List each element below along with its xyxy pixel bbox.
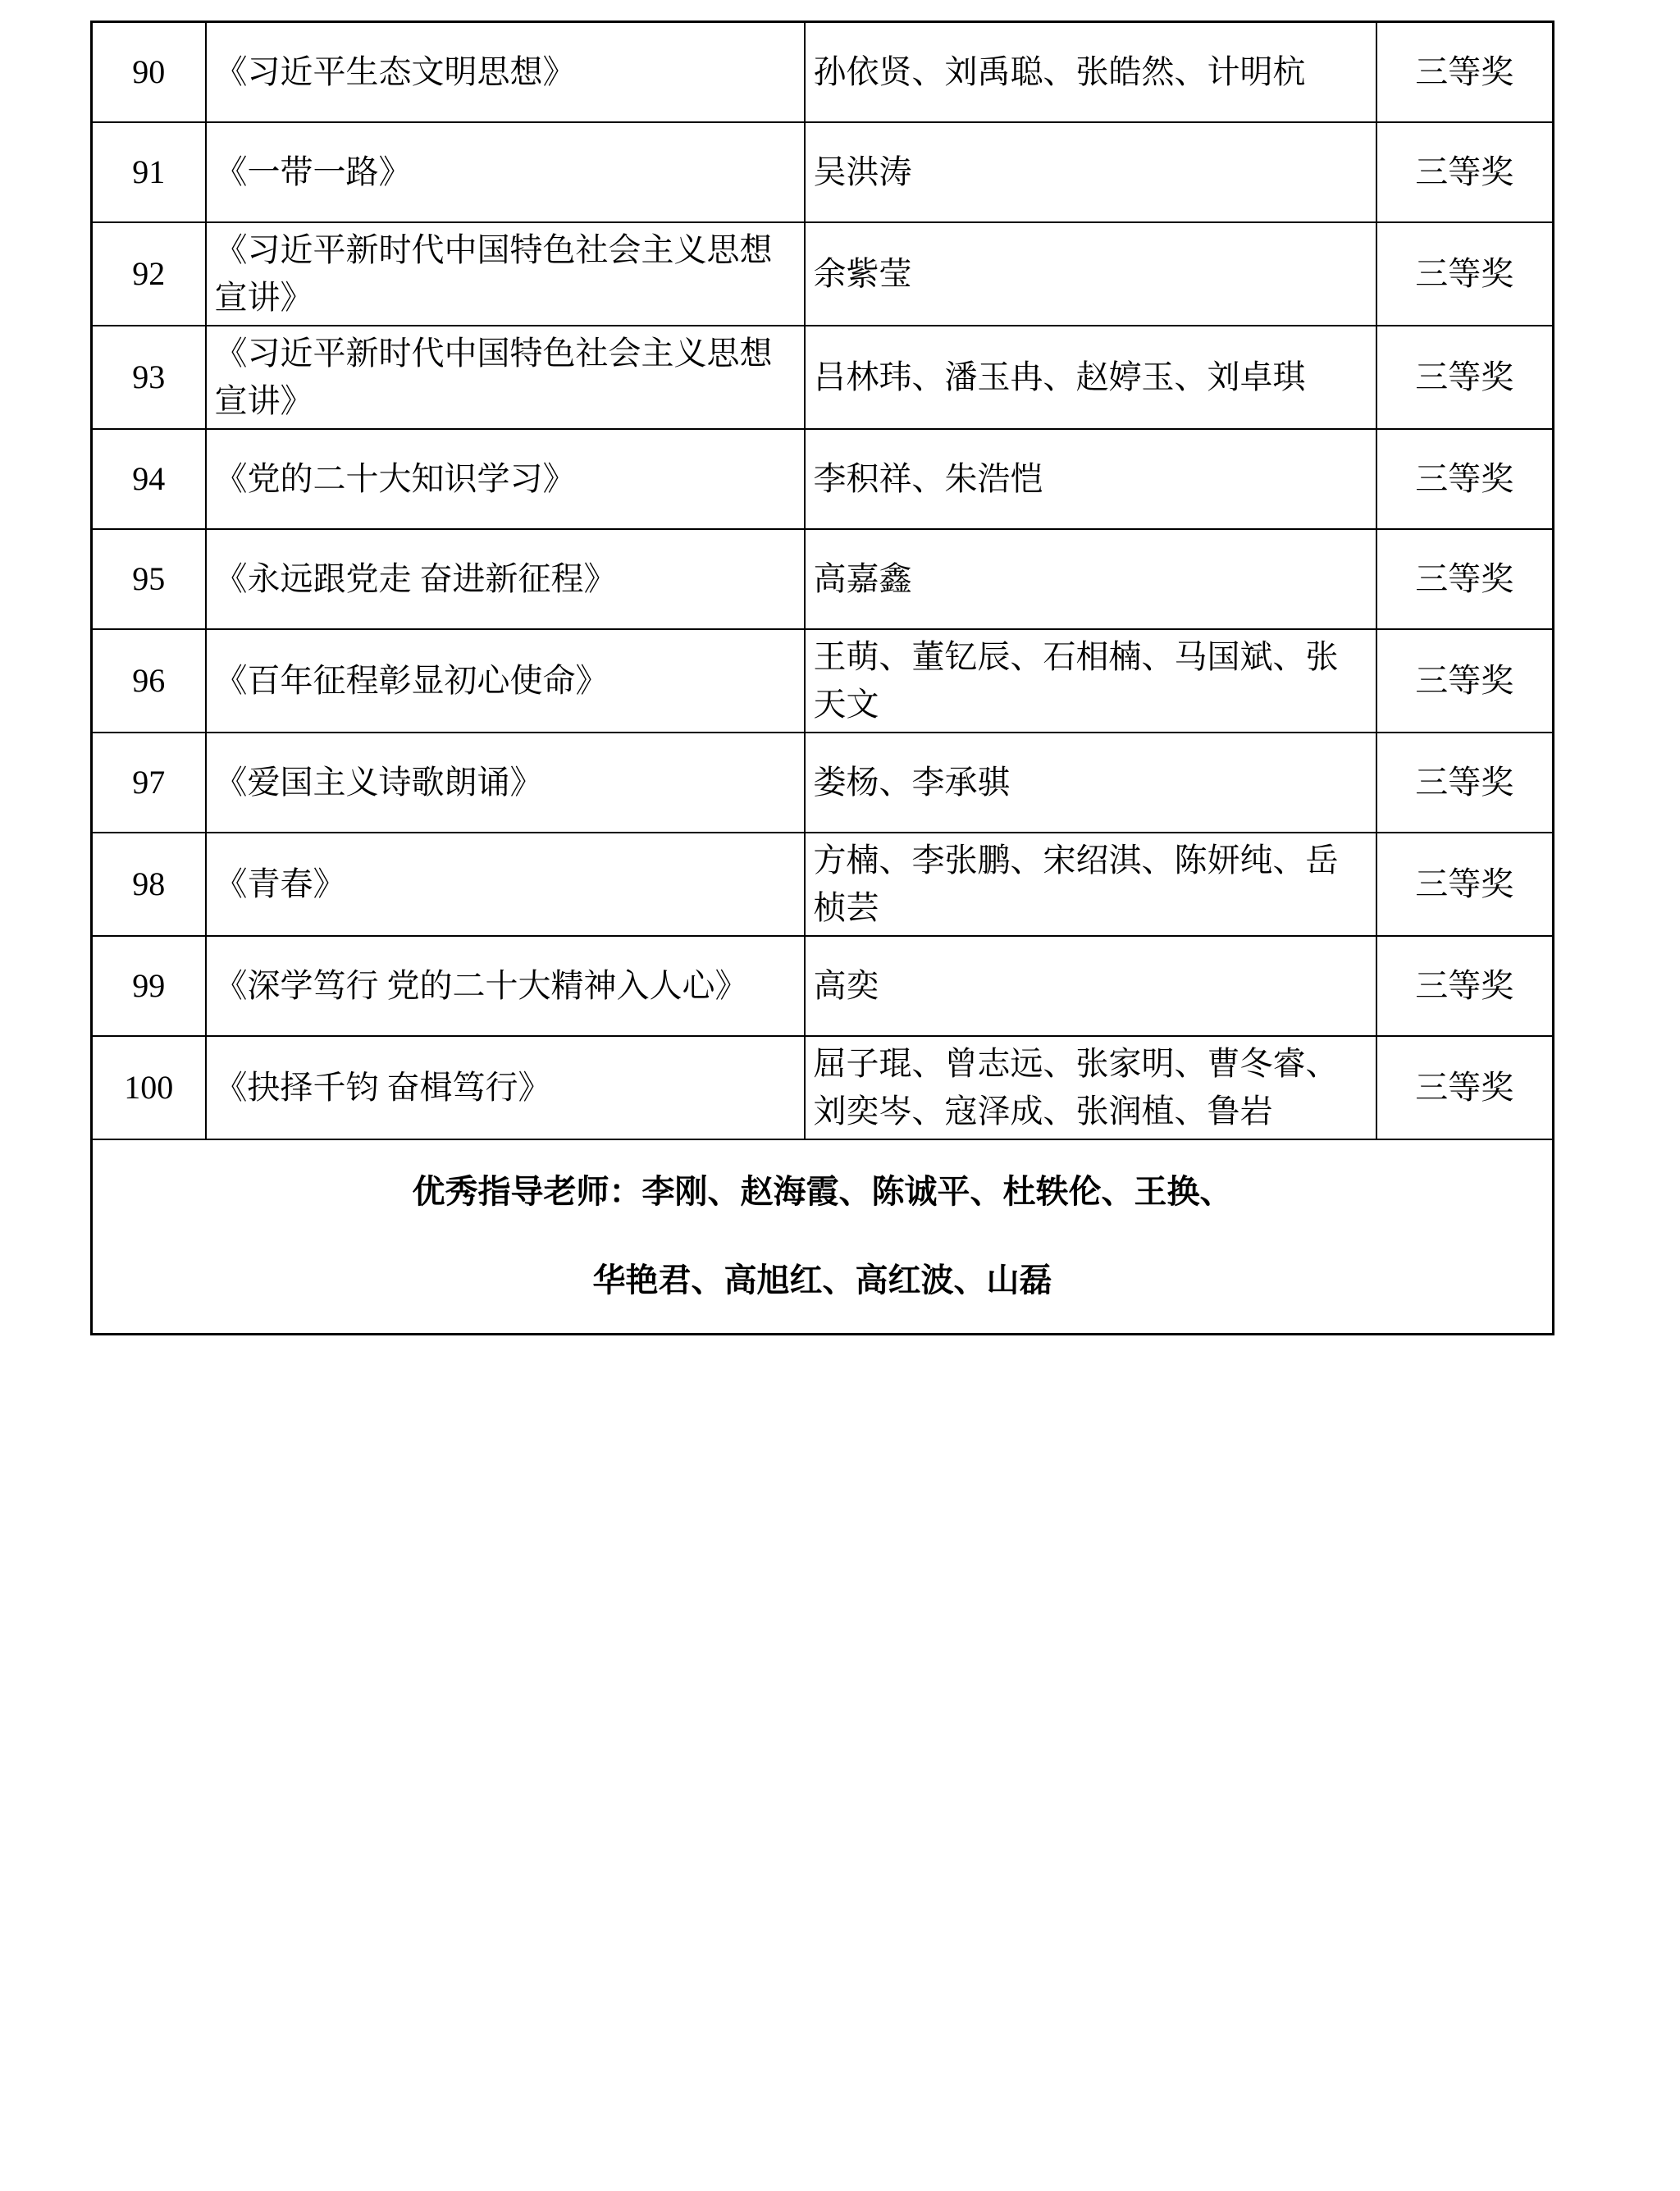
participant-names-cell: 余紫莹 [805,222,1376,326]
award-level-cell: 三等奖 [1376,222,1554,326]
participant-names-cell: 吴洪涛 [805,122,1376,222]
award-level-cell: 三等奖 [1376,326,1554,429]
work-title-cell: 《永远跟党走 奋进新征程》 [206,529,805,629]
teachers-line-2: 华艳君、高旭红、高红波、山磊 [592,1262,1052,1299]
work-title-cell: 《习近平生态文明思想》 [206,22,805,122]
awards-table-footer [92,1139,1554,1335]
award-level-cell: 三等奖 [1376,936,1554,1036]
row-number-cell: 97 [92,733,206,833]
award-level-cell: 三等奖 [1376,833,1554,936]
row-number-cell: 94 [92,429,206,529]
award-level-cell: 三等奖 [1376,1036,1554,1139]
row-number-cell: 91 [92,122,206,222]
row-number-cell: 96 [92,629,206,733]
work-title-cell: 《抉择千钧 奋楫笃行》 [206,1036,805,1139]
award-level-cell: 三等奖 [1376,733,1554,833]
table-row [92,833,1554,936]
table-row [92,326,1554,429]
table-row [92,1036,1554,1139]
table-row [92,629,1554,733]
awards-table [90,21,1554,1335]
work-title-cell: 《深学笃行 党的二十大精神入人心》 [206,936,805,1036]
participant-names-cell: 屈子琨、曾志远、张家明、曹冬睿、刘奕岑、寇泽成、张润植、鲁岩 [805,1036,1376,1139]
table-row [92,429,1554,529]
table-row [92,22,1554,122]
award-level-cell: 三等奖 [1376,429,1554,529]
row-number-cell: 95 [92,529,206,629]
table-row [92,529,1554,629]
work-title-cell: 《习近平新时代中国特色社会主义思想宣讲》 [206,326,805,429]
participant-names-cell: 高奕 [805,936,1376,1036]
table-row [92,733,1554,833]
work-title-cell: 《百年征程彰显初心使命》 [206,629,805,733]
participant-names-cell: 吕林玮、潘玉冉、赵婷玉、刘卓琪 [805,326,1376,429]
work-title-cell: 《一带一路》 [206,122,805,222]
participant-names-cell: 孙依贤、刘禹聪、张皓然、计明杭 [805,22,1376,122]
award-level-cell: 三等奖 [1376,629,1554,733]
excellent-teachers-cell [92,1139,1554,1335]
awards-table-body [92,22,1554,1139]
participant-names-cell: 高嘉鑫 [805,529,1376,629]
participant-names-cell: 娄杨、李承骐 [805,733,1376,833]
work-title-cell: 《爱国主义诗歌朗诵》 [206,733,805,833]
teachers-footer-row [92,1139,1554,1335]
award-level-cell: 三等奖 [1376,22,1554,122]
row-number-cell: 93 [92,326,206,429]
table-row [92,122,1554,222]
participant-names-cell: 王萌、董钇辰、石相楠、马国斌、张天文 [805,629,1376,733]
row-number-cell: 90 [92,22,206,122]
table-row [92,222,1554,326]
row-number-cell: 99 [92,936,206,1036]
participant-names-cell: 方楠、李张鹏、宋绍淇、陈妍纯、岳桢芸 [805,833,1376,936]
work-title-cell: 《党的二十大知识学习》 [206,429,805,529]
work-title-cell: 《青春》 [206,833,805,936]
row-number-cell: 98 [92,833,206,936]
award-level-cell: 三等奖 [1376,529,1554,629]
teachers-line-1: 优秀指导老师：李刚、赵海霞、陈诚平、杜轶伦、王换、 [412,1174,1233,1211]
table-row [92,936,1554,1036]
row-number-cell: 100 [92,1036,206,1139]
participant-names-cell: 李积祥、朱浩恺 [805,429,1376,529]
work-title-cell: 《习近平新时代中国特色社会主义思想宣讲》 [206,222,805,326]
award-level-cell: 三等奖 [1376,122,1554,222]
row-number-cell: 92 [92,222,206,326]
